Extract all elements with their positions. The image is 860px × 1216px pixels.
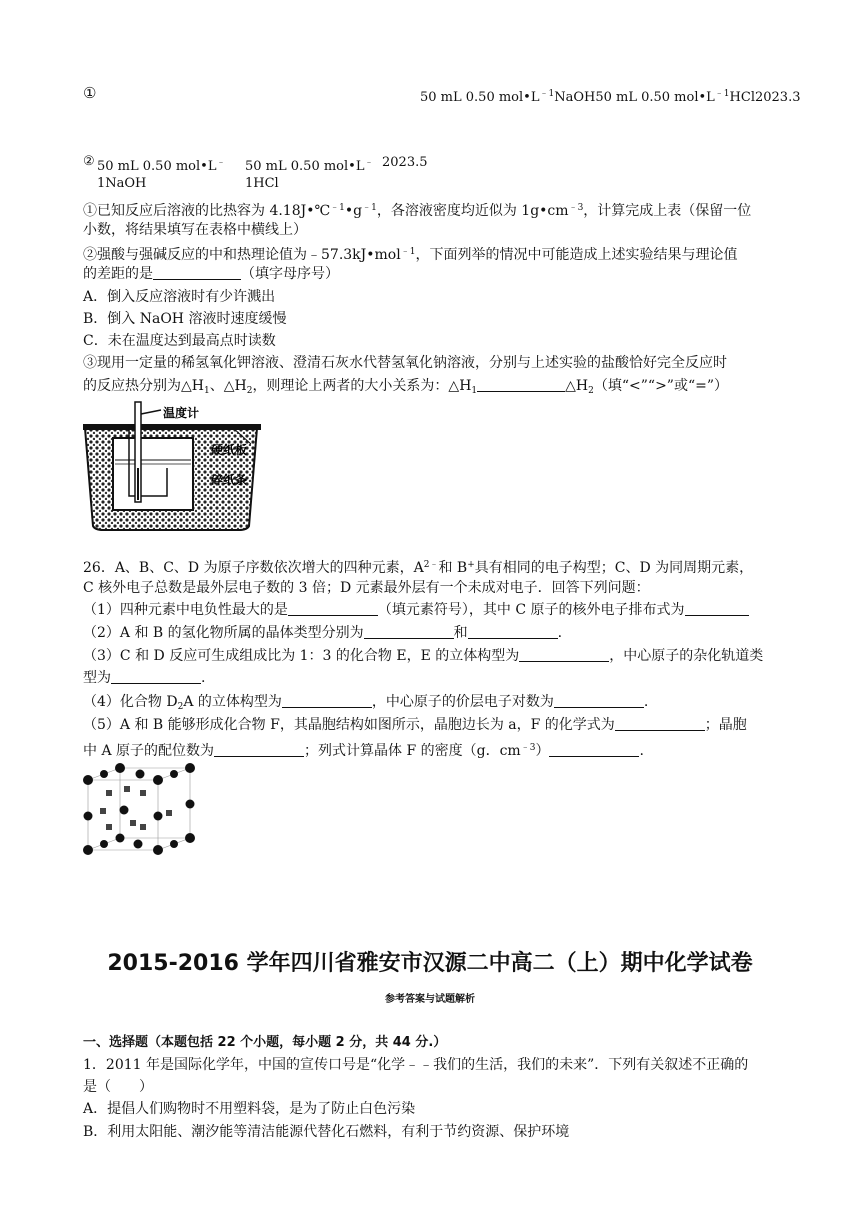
answer-blank: [111, 669, 201, 684]
q25-part1-line2: 小数，将结果填写在表格中横线上）: [83, 222, 307, 238]
crystal-cell-figure: [80, 760, 200, 864]
q26-part5-line1: （5）A 和 B 能够形成化合物 F，其晶胞结构如图所示，晶胞边长为 a，F 的化学式为 ；晶胞: [83, 717, 747, 733]
q25-option-c: C．未在温度达到最高点时读数: [83, 333, 276, 349]
answer-subtitle: 参考答案与试题解析: [385, 994, 475, 1005]
answer-blank: [549, 742, 639, 757]
answer-blank: [214, 742, 304, 757]
q1-line1: 1．2011 年是国际化学年，中国的宣传口号是“化学﹣﹣我们的生活，我们的未来”．下列有关叙述不正确的: [83, 1057, 749, 1073]
q26-part1: （1）四种元素中电负性最大的是 （填元素符号），其中 C 原子的核外电子排布式为: [83, 600, 749, 620]
row2-naoh-tail: 1NaOH: [97, 176, 147, 191]
answer-blank: [685, 601, 749, 616]
label-cardboard: 硬纸板: [211, 443, 248, 457]
answer-blank: [468, 624, 558, 639]
q25-part3-line2: 的反应热分别为$\triangle H_1$、$\triangle H_2$，则理论上两者的大小关系为：$\triangle H_1$ $\triangle H_2$（填“<”“>”或“=”）: [83, 378, 729, 396]
q26-line1: 26．A、B、C、D 为原子序数依次增大的四种元素，$A^{2﹣}$和 B+具有相同的电子构型；C、D 为同周期元素，: [83, 560, 754, 576]
q26-part3-line1: （3）C 和 D 反应可生成组成比为 1：3 的化合物 E，E 的立体构型为 ，中心原子的杂化轨道类: [83, 648, 764, 664]
answer-blank: [477, 377, 565, 392]
label-shredded-paper: 碎纸条: [211, 473, 248, 487]
q25-part1-line1: ①已知反应后溶液的比热容为 $4.18J•℃^{﹣1}•g^{﹣1}$，各溶液密度均近似为 $1g•cm^{﹣3}$，计算完成上表（保留一位: [83, 203, 752, 219]
answer-blank: [288, 601, 378, 616]
row2-temp: 2023.5: [382, 155, 428, 170]
q1-line2: 是（ ）: [83, 1079, 153, 1095]
row2-hcl-tail: 1HCl: [245, 176, 279, 191]
q1-option-b: B．利用太阳能、潮汐能等清洁能源代替化石燃料，有利于节约资源、保护环境: [83, 1124, 570, 1140]
q25-option-b: B．倒入 NaOH 溶液时速度缓慢: [83, 311, 287, 327]
q26-part5-line2: 中 A 原子的配位数为 ；列式计算晶体 F 的密度（g．$cm^{﹣3}$） .: [83, 743, 644, 759]
calorimeter-diagram: [83, 398, 273, 532]
answer-blank: [519, 647, 609, 662]
answer-blank: [364, 624, 454, 639]
row1-content: 50 mL 0.50 $mol•L^{﹣1}NaOH50$ mL 0.50 $mol•L^{﹣1}HCl2023.3$: [420, 89, 801, 105]
q1-option-a: A．提倡人们购物时不用塑料袋，是为了防止白色污染: [83, 1101, 416, 1117]
section-heading: 一、选择题（本题包括 22 个小题，每小题 2 分，共 44 分.）: [83, 1035, 447, 1050]
q26-part4: （4）化合物 $D_2A$ 的立体构型为 ，中心原子的价层电子对数为 .: [83, 694, 649, 712]
q26-part3-line2: 型为 .: [83, 670, 206, 686]
answer-blank: [153, 265, 241, 280]
q26-line2: C 核外电子总数是最外层电子数的 3 倍；D 元素最外层有一个未成对电子．回答下列问题：: [83, 580, 650, 596]
row1-number: ①: [83, 84, 97, 102]
q25-option-a: A．倒入反应溶液时有少许溅出: [83, 289, 276, 305]
q25-part2-line1: ②强酸与强碱反应的中和热理论值为﹣57.3kJ•mol$^{﹣1}$，下面列举的情况中可能造成上述实验结果与理论值: [83, 247, 738, 263]
row2-naoh: 50 mL 0.50 mol•L﹣: [97, 158, 226, 174]
answer-blank: [554, 693, 644, 708]
answer-blank: [282, 693, 372, 708]
answer-title: 2015-2016 学年四川省雅安市汉源二中高二（上）期中化学试卷: [107, 951, 753, 976]
label-thermometer: 温度计: [163, 406, 200, 420]
answer-blank: [615, 716, 705, 731]
row2-number: ②: [83, 154, 95, 169]
q26-part2: （2）A 和 B 的氢化物所属的晶体类型分别为 和 .: [83, 625, 563, 641]
row2-hcl: 50 mL 0.50 mol•L﹣: [245, 158, 374, 174]
q25-part2-line2: 的差距的是 （填字母序号）: [83, 266, 339, 282]
q25-part3-line1: ③现用一定量的稀氢氧化钾溶液、澄清石灰水代替氢氧化钠溶液，分别与上述实验的盐酸恰好完全反应时: [83, 355, 727, 371]
